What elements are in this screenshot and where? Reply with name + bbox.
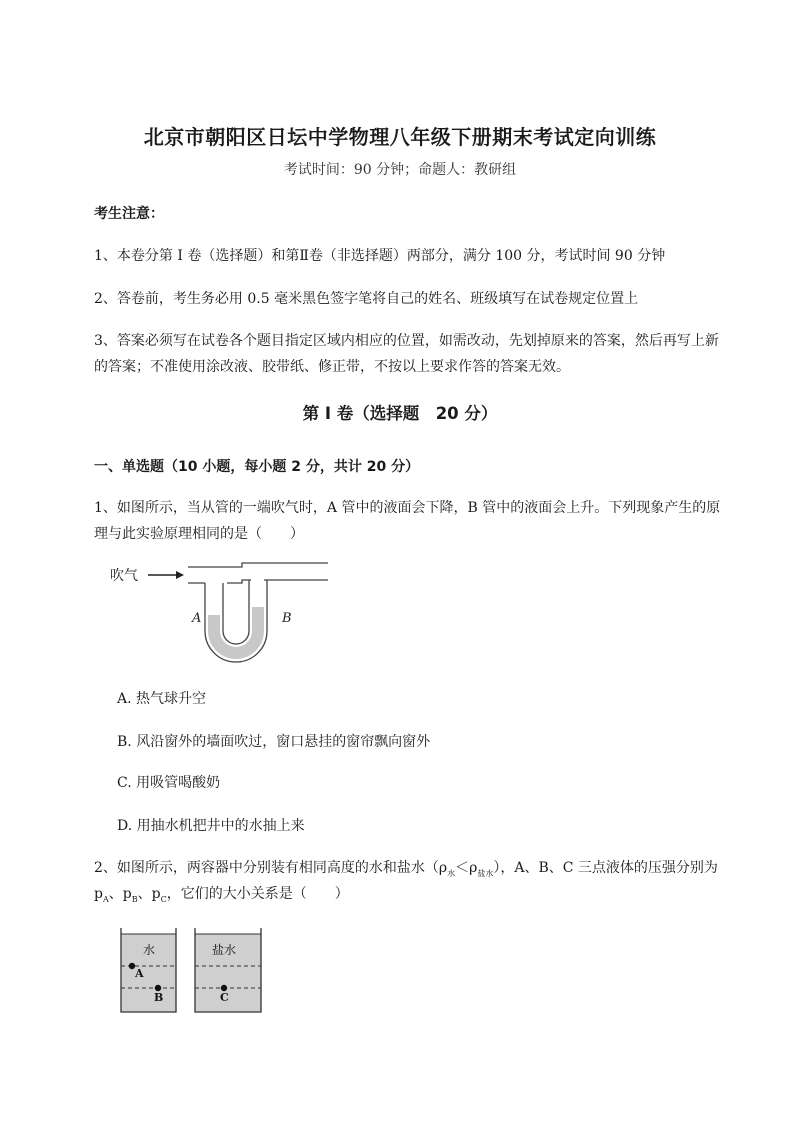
q2-stem-line2 <box>94 883 349 904</box>
q2-label-water: 水 <box>143 943 156 957</box>
notice-item-3-cont: 的答案；不准使用涂改液、胶带纸、修正带，不按以上要求作答的答案无效。 <box>94 359 570 375</box>
notice-item-2: 2、答卷前，考生务必用 0.5 毫米黑色签字笔将自己的姓名、班级填写在试卷规定位置上 <box>94 291 639 307</box>
q2-stem-pre: 2、如图所示，两容器中分别装有相同高度的水和盐水（ρ <box>94 860 448 876</box>
section-title: 第 I 卷（选择题 20 分） <box>302 404 498 423</box>
q1-label-b: B <box>282 611 292 626</box>
q1-stem-line1: 1、如图所示，当从管的一端吹气时，A 管中的液面会下降，B 管中的液面会上升。下列现象产生的原 <box>94 500 721 516</box>
q1-u-tube-figure <box>108 555 338 667</box>
q2-point-c-label: C <box>220 991 229 1004</box>
q2-stem-line1 <box>94 857 718 879</box>
q1-stem-line2: 理与此实验原理相同的是（ ） <box>94 526 304 542</box>
notice-heading: 考生注意： <box>94 206 164 222</box>
q2-sub-salt: 盐水 <box>477 868 494 878</box>
q2-stem-post2: ，它们的大小关系是（ ） <box>166 886 349 902</box>
page-title: 北京市朝阳区日坛中学物理八年级下册期末考试定向训练 <box>143 125 657 149</box>
q2-p3-sub: C <box>160 894 167 904</box>
exam-subtitle: 考试时间：90 分钟；命题人：教研组 <box>283 162 517 178</box>
q2-p1-sub: A <box>102 894 109 904</box>
q2-containers-figure <box>118 928 268 1016</box>
q2-sep1: 、p <box>108 886 132 902</box>
q1-label-a: A <box>192 611 202 626</box>
notice-item-3: 3、答案必须写在试卷各个题目指定区域内相应的位置，如需改动，先划掉原来的答案，然后再写上新 <box>94 333 719 349</box>
notice-item-1: 1、本卷分第 I 卷（选择题）和第Ⅱ卷（非选择题）两部分，满分 100 分，考试时间 90 分钟 <box>94 248 666 264</box>
q1-option-d: D. 用抽水机把井中的水抽上来 <box>117 818 305 834</box>
q1-blow-label: 吹气 <box>110 568 138 584</box>
q2-p2-sub: B <box>131 894 138 904</box>
q2-label-salt-water: 盐水 <box>212 943 237 957</box>
q1-option-a: A. 热气球升空 <box>117 691 207 707</box>
q2-stem-mid: ＜ρ <box>455 860 478 876</box>
q2-sub-water: 水 <box>447 868 456 878</box>
q2-point-b-label: B <box>154 991 164 1004</box>
part-heading: 一、单选题（10 小题，每小题 2 分，共计 20 分） <box>94 459 420 475</box>
q2-p1: p <box>94 886 103 902</box>
q1-option-c: C. 用吸管喝酸奶 <box>117 775 221 791</box>
q2-point-a-label: A <box>135 967 144 980</box>
q2-stem-post: ），A、B、C 三点液体的压强分别为 <box>493 860 718 876</box>
q2-sep2: 、p <box>137 886 161 902</box>
q1-option-b: B. 风沿窗外的墙面吹过，窗口悬挂的窗帘飘向窗外 <box>117 734 431 750</box>
